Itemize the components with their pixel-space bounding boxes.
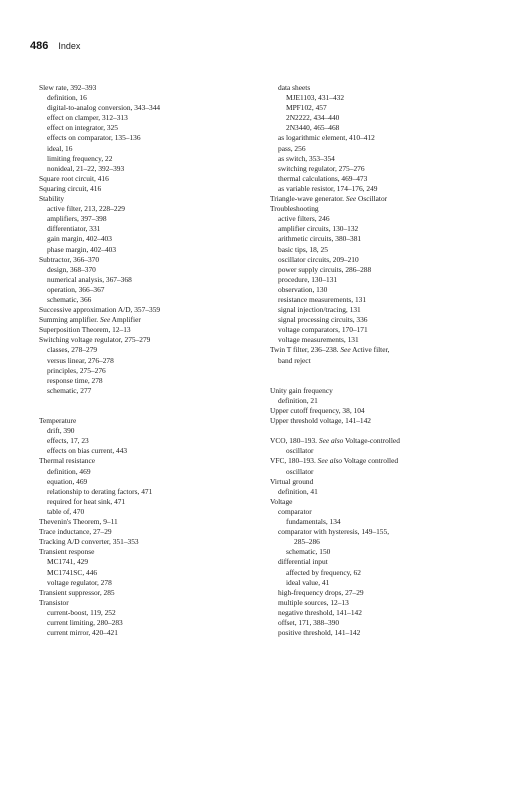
index-subentry xyxy=(39,356,254,366)
index-spacer xyxy=(270,366,500,376)
entry-text: effects on comparator, 135–136 xyxy=(47,133,141,143)
index-subentry xyxy=(39,578,254,588)
entry-text: Upper threshold voltage, 141–142 xyxy=(270,416,371,426)
entry-text: equation, 469 xyxy=(47,476,88,486)
entry-text: Squaring circuit, 416 xyxy=(39,183,102,193)
entry-text: Temperature xyxy=(39,416,77,426)
entry-text: definition, 21 xyxy=(278,395,318,405)
index-spacer xyxy=(39,396,254,406)
index-subentry xyxy=(270,325,500,335)
index-subentry xyxy=(270,568,500,578)
index-subentry xyxy=(270,275,500,285)
entry-text: phase margin, 402–403 xyxy=(47,244,117,254)
index-column-right xyxy=(270,83,500,638)
entry-text: relationship to derating factors, 471 xyxy=(47,486,153,496)
index-subentry xyxy=(39,477,254,487)
index-subentry xyxy=(39,487,254,497)
entry-text: Transient response xyxy=(39,547,95,557)
see-target: Voltage-controlled xyxy=(343,436,400,446)
entry-text: design, 368–370 xyxy=(47,264,96,274)
see-target: Active filter, xyxy=(350,345,390,355)
index-subentry xyxy=(39,93,254,103)
index-entry xyxy=(270,194,500,204)
entry-text: Summing amplifier. xyxy=(39,315,100,325)
entry-text: thermal calculations, 469–473 xyxy=(278,173,368,183)
entry-text: Square root circuit, 416 xyxy=(39,173,109,183)
index-subentry xyxy=(39,285,254,295)
index-subentry xyxy=(39,164,254,174)
index-subentry xyxy=(270,628,500,638)
index-entry xyxy=(39,194,254,204)
index-entry xyxy=(270,406,500,416)
entry-text: oscillator circuits, 209–210 xyxy=(278,254,359,264)
index-entry xyxy=(270,436,500,446)
entry-text: signal injection/tracing, 131 xyxy=(278,305,361,315)
index-subentry xyxy=(270,467,500,477)
entry-text: classes, 278–279 xyxy=(47,345,98,355)
entry-text: multiple sources, 12–13 xyxy=(278,597,349,607)
entry-text: table of, 470 xyxy=(47,506,85,516)
entry-text: MJE1103, 431–432 xyxy=(286,93,345,103)
see-reference: See also xyxy=(317,456,343,466)
entry-text: versus linear, 276–278 xyxy=(47,355,114,365)
entry-text: as variable resistor, 174–176, 249 xyxy=(278,183,378,193)
index-entry xyxy=(39,517,254,527)
entry-text: Trace inductance, 27–29 xyxy=(39,527,112,537)
index-subentry xyxy=(270,113,500,123)
entry-text: nonideal, 21–22, 392–393 xyxy=(47,163,125,173)
entry-text: schematic, 366 xyxy=(47,294,92,304)
entry-text: voltage regulator, 278 xyxy=(47,577,112,587)
entry-text: Virtual ground xyxy=(270,476,314,486)
index-subentry xyxy=(270,164,500,174)
index-subentry xyxy=(39,497,254,507)
index-subentry xyxy=(39,204,254,214)
entry-text: comparator with hysteresis, 149–155, xyxy=(278,527,390,537)
index-entry xyxy=(39,598,254,608)
entry-text: active filters, 246 xyxy=(278,214,330,224)
entry-text: drift, 390 xyxy=(47,426,75,436)
index-subentry xyxy=(270,487,500,497)
index-subentry xyxy=(39,123,254,133)
entry-text: current mirror, 420–421 xyxy=(47,628,118,638)
entry-text: effect on integrator, 325 xyxy=(47,123,118,133)
index-entry xyxy=(270,456,500,466)
entry-text: fundamentals, 134 xyxy=(286,517,341,527)
index-subentry xyxy=(270,557,500,567)
index-subentry xyxy=(270,537,500,547)
index-entry xyxy=(39,255,254,265)
page-header xyxy=(30,40,80,52)
entry-text: VCO, 180–193. xyxy=(270,436,319,446)
index-subentry xyxy=(39,608,254,618)
index-subentry xyxy=(39,436,254,446)
entry-text: offset, 171, 388–390 xyxy=(278,617,340,627)
index-entry xyxy=(39,527,254,537)
index-entry xyxy=(270,204,500,214)
index-subentry xyxy=(270,144,500,154)
index-entry xyxy=(39,537,254,547)
entry-text: Troubleshooting xyxy=(270,204,319,214)
index-subentry xyxy=(39,275,254,285)
entry-text: oscillator xyxy=(286,446,314,456)
entry-text: Stability xyxy=(39,194,65,204)
index-subentry xyxy=(270,174,500,184)
entry-text: Twin T filter, 236–238. xyxy=(270,345,341,355)
index-subentry xyxy=(39,376,254,386)
index-entry xyxy=(270,345,500,355)
index-subentry xyxy=(270,224,500,234)
entry-text: oscillator xyxy=(286,466,314,476)
entry-text: MPF102, 457 xyxy=(286,103,327,113)
entry-text: pass, 256 xyxy=(278,143,306,153)
index-subentry xyxy=(39,113,254,123)
entry-text: Thermal resistance xyxy=(39,456,96,466)
entry-text: definition, 469 xyxy=(47,466,91,476)
index-entry xyxy=(39,315,254,325)
entry-text: Unity gain frequency xyxy=(270,385,333,395)
index-entry xyxy=(39,588,254,598)
entry-text: Upper cutoff frequency, 38, 104 xyxy=(270,406,365,415)
entry-text: effects, 17, 23 xyxy=(47,436,89,446)
entry-text: data sheets xyxy=(278,83,311,92)
index-subentry xyxy=(270,214,500,224)
index-subentry xyxy=(270,245,500,255)
index-entry xyxy=(39,547,254,557)
entry-text: Tracking A/D converter, 351–353 xyxy=(39,537,139,547)
index-entry xyxy=(39,174,254,184)
index-subentry xyxy=(270,305,500,315)
entry-text: power supply circuits, 286–288 xyxy=(278,264,372,274)
index-entry xyxy=(39,325,254,335)
entry-text: Thevenin's Theorem, 9–11 xyxy=(39,517,118,527)
index-subentry xyxy=(39,103,254,113)
entry-text: operation, 366–367 xyxy=(47,284,105,294)
index-subentry xyxy=(39,618,254,628)
entry-text: ideal, 16 xyxy=(47,143,73,153)
index-subentry xyxy=(39,426,254,436)
index-subentry xyxy=(39,628,254,638)
see-reference: See xyxy=(345,194,357,204)
index-column-left xyxy=(39,83,254,638)
index-subentry xyxy=(39,467,254,477)
index-entry xyxy=(270,416,500,426)
entry-text: definition, 16 xyxy=(47,93,87,103)
entry-text: 2N3440, 465–468 xyxy=(286,123,340,133)
entry-text: Superposition Theorem, 12–13 xyxy=(39,325,131,335)
index-subentry xyxy=(39,144,254,154)
entry-text: arithmetic circuits, 380–381 xyxy=(278,234,362,244)
index-subentry xyxy=(39,224,254,234)
index-entry xyxy=(39,335,254,345)
index-subentry xyxy=(39,386,254,396)
entry-text: procedure, 130–131 xyxy=(278,274,338,284)
index-spacer xyxy=(39,406,254,416)
see-target: Amplifier xyxy=(110,315,141,325)
index-subentry xyxy=(270,517,500,527)
index-subentry xyxy=(270,133,500,143)
index-entry xyxy=(39,456,254,466)
index-subentry xyxy=(39,446,254,456)
entry-text: effects on bias current, 443 xyxy=(47,446,128,456)
index-entry xyxy=(270,497,500,507)
entry-text: Voltage xyxy=(270,496,293,506)
entry-text: signal processing circuits, 336 xyxy=(278,315,368,325)
index-subentry xyxy=(39,265,254,275)
entry-text: MC1741SC, 446 xyxy=(47,567,98,577)
index-subentry xyxy=(270,83,500,93)
index-subentry xyxy=(39,234,254,244)
entry-text: definition, 41 xyxy=(278,486,318,496)
entry-text: Triangle-wave generator. xyxy=(270,194,346,204)
index-subentry xyxy=(39,507,254,517)
entry-text: VFC, 180–193. xyxy=(270,456,318,466)
index-subentry xyxy=(270,598,500,608)
entry-text: band reject xyxy=(278,355,311,365)
entry-text: 2N2222, 434–440 xyxy=(286,113,340,123)
entry-text: Switching voltage regulator, 275–279 xyxy=(39,335,151,345)
entry-text: principles, 275–276 xyxy=(47,365,106,375)
index-subentry xyxy=(270,396,500,406)
entry-text: digital-to-analog conversion, 343–344 xyxy=(47,103,161,113)
entry-text: high-frequency drops, 27–29 xyxy=(278,587,364,597)
index-entry xyxy=(39,83,254,93)
index-subentry xyxy=(270,234,500,244)
entry-text: amplifier circuits, 130–132 xyxy=(278,224,359,234)
see-reference: See also xyxy=(318,436,344,446)
index-subentry xyxy=(270,578,500,588)
index-subentry xyxy=(270,265,500,275)
index-subentry xyxy=(270,103,500,113)
index-subentry xyxy=(270,184,500,194)
see-reference: See xyxy=(99,315,111,325)
entry-text: Transistor xyxy=(39,597,69,607)
entry-text: current-boost, 119, 252 xyxy=(47,607,116,617)
index-subentry xyxy=(270,618,500,628)
index-subentry xyxy=(270,608,500,618)
entry-text: voltage comparators, 170–171 xyxy=(278,325,368,335)
index-subentry xyxy=(39,568,254,578)
index-subentry xyxy=(39,345,254,355)
entry-text: required for heat sink, 471 xyxy=(47,496,126,506)
entry-text: resistance measurements, 131 xyxy=(278,294,367,304)
index-entry xyxy=(270,386,500,396)
entry-text: basic tips, 18, 25 xyxy=(278,244,328,254)
entry-text: active filter, 213, 228–229 xyxy=(47,204,125,214)
index-subentry xyxy=(270,335,500,345)
index-subentry xyxy=(270,446,500,456)
index-subentry xyxy=(270,93,500,103)
see-target: Voltage controlled xyxy=(342,456,399,466)
index-subentry xyxy=(270,295,500,305)
index-subentry xyxy=(270,547,500,557)
entry-text: as switch, 353–354 xyxy=(278,153,335,163)
entry-text: schematic, 150 xyxy=(286,547,331,557)
entry-text: switching regulator, 275–276 xyxy=(278,163,365,173)
index-subentry xyxy=(39,133,254,143)
index-subentry xyxy=(270,123,500,133)
entry-text: gain margin, 402–403 xyxy=(47,234,112,244)
index-subentry xyxy=(270,507,500,517)
entry-text: Successive approximation A/D, 357–359 xyxy=(39,305,161,315)
index-subentry xyxy=(270,285,500,295)
index-entry xyxy=(270,477,500,487)
see-reference: See xyxy=(340,345,351,355)
index-subentry xyxy=(39,154,254,164)
entry-text: negative threshold, 141–142 xyxy=(278,607,362,617)
index-subentry xyxy=(39,366,254,376)
entry-text: differential input xyxy=(278,557,328,567)
index-subentry xyxy=(270,527,500,537)
entry-text: schematic, 277 xyxy=(47,385,92,395)
entry-text: voltage measurements, 131 xyxy=(278,335,359,345)
entry-text: Subtractor, 366–370 xyxy=(39,254,100,264)
index-subentry xyxy=(39,557,254,567)
index-subentry xyxy=(270,356,500,366)
entry-text: numerical analysis, 367–368 xyxy=(47,274,132,284)
entry-text: 285–286 xyxy=(294,537,320,547)
index-subentry xyxy=(39,245,254,255)
index-entry xyxy=(39,416,254,426)
index-subentry xyxy=(39,295,254,305)
index-spacer xyxy=(270,426,500,436)
entry-text: observation, 130 xyxy=(278,284,328,294)
entry-text: as logarithmic element, 410–412 xyxy=(278,133,375,143)
entry-text: Transient suppressor, 285 xyxy=(39,587,115,597)
index-subentry xyxy=(270,315,500,325)
index-spacer xyxy=(270,376,500,386)
index-subentry xyxy=(270,154,500,164)
entry-text: current limiting, 280–283 xyxy=(47,617,123,627)
entry-text: positive threshold, 141–142 xyxy=(278,628,361,638)
index-subentry xyxy=(39,214,254,224)
index-entry xyxy=(39,184,254,194)
entry-text: MC1741, 429 xyxy=(47,557,89,567)
entry-text: limiting frequency, 22 xyxy=(47,153,113,163)
entry-text: comparator xyxy=(278,506,312,516)
entry-text: effect on clamper, 312–313 xyxy=(47,113,128,123)
page-number: 486 xyxy=(30,40,49,52)
entry-text: Slew rate, 392–393 xyxy=(39,83,97,92)
entry-text: amplifiers, 397–398 xyxy=(47,214,107,224)
see-target: Oscillator xyxy=(356,194,388,204)
index-entry xyxy=(39,305,254,315)
running-head: Index xyxy=(58,41,81,51)
entry-text: differentiator, 331 xyxy=(47,224,101,234)
index-subentry xyxy=(270,588,500,598)
entry-text: ideal value, 41 xyxy=(286,577,330,587)
entry-text: response time, 278 xyxy=(47,375,103,385)
index-subentry xyxy=(270,255,500,265)
entry-text: affected by frequency, 62 xyxy=(286,567,361,577)
